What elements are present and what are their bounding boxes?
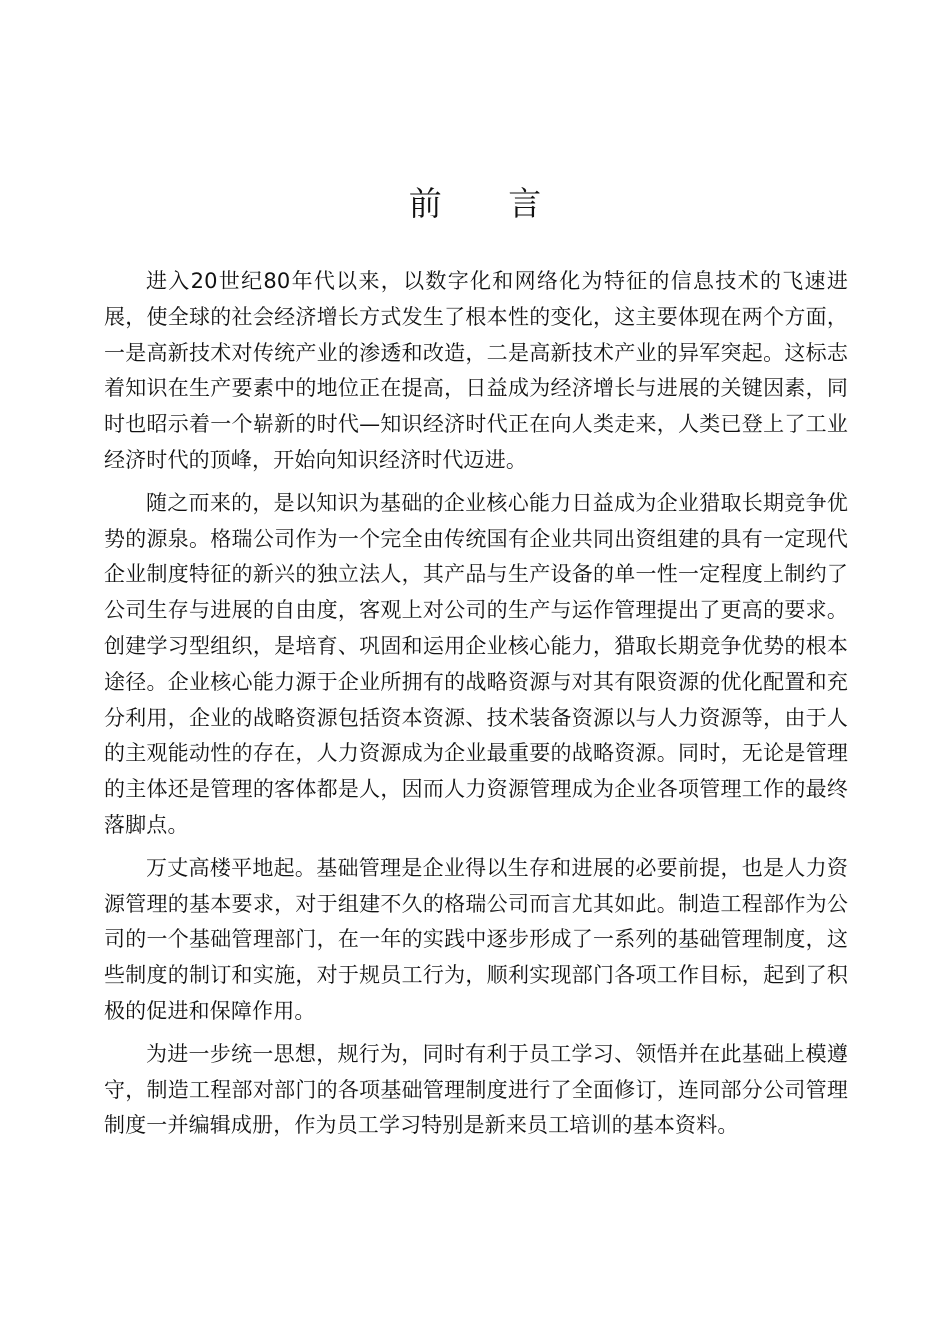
page-title: 前 言	[408, 184, 570, 223]
paragraph-3: 万丈高楼平地起。基础管理是企业得以生存和进展的必要前提，也是人力资源管理的基本要求，对于组建不久的格瑞公司而言尤其如此。制造工程部作为公司的一个基础管理部门，在一年的实践中逐步形成了一系列的基础管理制度，这些制度的制订和实施，对于规员工行为，顺利实现部门各项工作目标，起到了积极的促进和保障作用。	[104, 855, 848, 1023]
body-text	[104, 264, 848, 1151]
paragraph-2: 随之而来的，是以知识为基础的企业核心能力日益成为企业猎取长期竞争优势的源泉。格瑞公司作为一个完全由传统国有企业共同出资组建的具有一定现代企业制度特征的新兴的独立法人，其产品与生产设备的单一性一定程度上制约了公司生存与进展的自由度，客观上对公司的生产与运作管理提出了更高的要求。创建学习型组织，是培育、巩固和运用企业核心能力，猎取长期竞争优势的根本途径。企业核心能力源于企业所拥有的战略资源与对其有限资源的优化配置和充分利用，企业的战略资源包括资本资源、技术装备资源以与人力资源等，由于人的主观能动性的存在，人力资源成为企业最重要的战略资源。同时，无论是管理的主体还是管理的客体都是人，因而人力资源管理成为企业各项管理工作的最终落脚点。	[104, 490, 848, 837]
paragraph-1: 进入20世纪80年代以来，以数字化和网络化为特征的信息技术的飞速进展，使全球的社会经济增长方式发生了根本性的变化，这主要体现在两个方面，一是高新技术对传统产业的渗透和改造，二是高新技术产业的异军突起。这标志着知识在生产要素中的地位正在提高，日益成为经济增长与进展的关键因素，同时也昭示着一个崭新的时代—知识经济时代正在向人类走来，人类已登上了工业经济时代的顶峰，开始向知识经济时代迈进。	[104, 269, 848, 472]
paragraph-4: 为进一步统一思想，规行为，同时有利于员工学习、领悟并在此基础上模遵守，制造工程部对部门的各项基础管理制度进行了全面修订，连同部分公司管理制度一并编辑成册，作为员工学习特别是新来员工培训的基本资料。	[104, 1041, 848, 1138]
